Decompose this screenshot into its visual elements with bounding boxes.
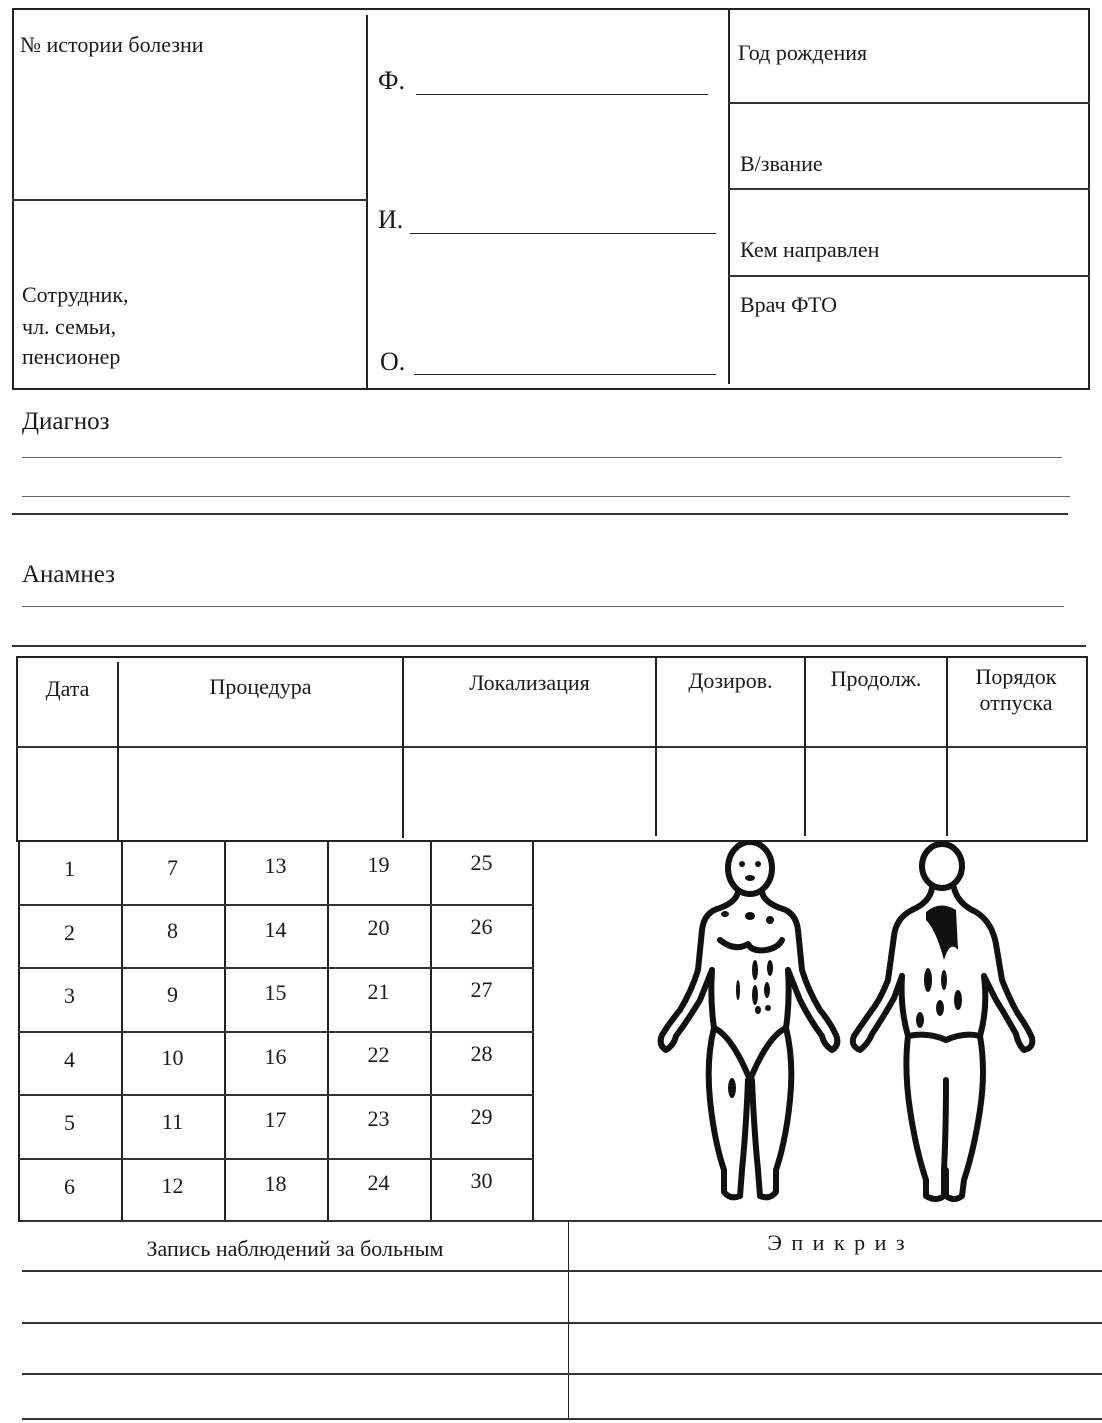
body-back-icon — [853, 844, 1032, 1199]
session-cell[interactable]: 4 — [64, 1046, 75, 1072]
rank-label: В/звание — [740, 151, 823, 176]
birth-year-label: Год рождения — [738, 40, 868, 65]
category-line-1: Сотрудник, — [22, 282, 129, 307]
column-header-procedure: Процедура — [209, 674, 312, 699]
session-cell[interactable]: 3 — [64, 983, 75, 1009]
surname-input[interactable] — [416, 94, 708, 95]
anamnesis-label: Анамнез — [22, 561, 116, 588]
session-cell[interactable]: 14 — [264, 916, 287, 942]
session-cell[interactable]: 21 — [367, 978, 390, 1004]
anamnesis-line-1[interactable] — [22, 606, 1064, 607]
session-cell[interactable]: 12 — [161, 1172, 184, 1198]
history-number-field[interactable] — [16, 70, 362, 195]
session-cell[interactable]: 10 — [161, 1045, 184, 1071]
header-right-split-3 — [728, 275, 1090, 277]
name-label: И. — [378, 205, 404, 234]
diagnosis-label: Диагноз — [22, 408, 110, 435]
header-left-split — [12, 199, 368, 201]
surname-label: Ф. — [378, 66, 406, 95]
referred-by-label: Кем направлен — [740, 237, 880, 262]
session-cell[interactable]: 13 — [264, 853, 287, 878]
footer-top-line — [22, 1220, 1102, 1222]
grid-row-divider — [18, 1158, 534, 1160]
session-cell[interactable]: 7 — [167, 854, 178, 880]
procedure-cell-dosage[interactable] — [658, 750, 802, 838]
footer-line[interactable] — [22, 1418, 1102, 1420]
observations-label: Запись наблюдений за больным — [146, 1236, 444, 1261]
diagnosis-line-2[interactable] — [22, 496, 1070, 497]
column-header-localization: Локализация — [469, 670, 590, 695]
session-cell[interactable]: 28 — [470, 1040, 493, 1066]
session-cell[interactable]: 29 — [470, 1104, 493, 1130]
session-cell[interactable]: 27 — [470, 977, 493, 1003]
body-front-icon — [661, 842, 838, 1197]
session-cell[interactable]: 15 — [264, 980, 287, 1006]
session-cell[interactable]: 5 — [64, 1110, 75, 1136]
session-cell[interactable]: 26 — [470, 913, 493, 939]
history-number-label: № истории болезни — [20, 32, 204, 57]
footer-line[interactable] — [22, 1322, 1102, 1324]
session-cell[interactable]: 18 — [264, 1171, 287, 1196]
column-header-date: Дата — [45, 676, 90, 701]
header-right-split-2 — [728, 188, 1090, 190]
session-cell[interactable]: 24 — [367, 1169, 390, 1195]
section-divider-1 — [12, 513, 1068, 515]
procedure-cell-duration[interactable] — [807, 750, 944, 838]
session-cell[interactable]: 2 — [64, 919, 75, 945]
column-header-dosage: Дозиров. — [688, 668, 773, 693]
session-cell[interactable]: 19 — [367, 851, 390, 877]
grid-row-divider — [18, 1031, 534, 1033]
session-cell[interactable]: 30 — [470, 1168, 493, 1193]
grid-row-divider — [18, 967, 534, 969]
procedure-cell-date[interactable] — [18, 750, 116, 838]
grid-row-divider — [18, 904, 534, 906]
patronymic-label: О. — [380, 347, 406, 376]
name-input[interactable] — [410, 233, 716, 234]
session-cell[interactable]: 6 — [64, 1174, 75, 1199]
section-divider-2 — [12, 645, 1086, 647]
column-header-duration: Продолж. — [830, 666, 922, 691]
footer-divider — [568, 1220, 569, 1420]
session-cell[interactable]: 11 — [161, 1108, 184, 1134]
procedure-cell-dispensing[interactable] — [949, 748, 1085, 836]
body-diagram — [640, 840, 1050, 1210]
session-cell[interactable]: 8 — [167, 918, 178, 944]
procedure-cell-procedure[interactable] — [120, 750, 400, 838]
column-header-dispensing-order: Порядок отпуска — [975, 664, 1057, 715]
procedures-header-divider — [16, 746, 1088, 748]
footer-line[interactable] — [22, 1373, 1102, 1375]
session-cell[interactable]: 23 — [367, 1105, 390, 1131]
footer-line[interactable] — [22, 1270, 1102, 1272]
header-right-split-1 — [728, 102, 1090, 104]
epicrisis-label: Э п и к р и з — [767, 1230, 907, 1255]
session-cell[interactable]: 17 — [264, 1107, 287, 1133]
diagnosis-line-1[interactable] — [22, 457, 1062, 458]
header-divider-1 — [366, 15, 368, 389]
session-cell[interactable]: 20 — [367, 915, 390, 941]
session-cell[interactable]: 1 — [64, 856, 75, 881]
category-line-2: чл. семьи, — [22, 314, 117, 339]
header-divider-2 — [728, 10, 730, 384]
session-cell[interactable]: 16 — [264, 1043, 287, 1069]
doctor-label: Врач ФТО — [740, 292, 837, 317]
category-line-3: пенсионер — [22, 344, 121, 369]
session-cell[interactable]: 22 — [367, 1042, 390, 1068]
patronymic-input[interactable] — [414, 374, 716, 375]
grid-row-divider — [18, 1094, 534, 1096]
session-cell[interactable]: 9 — [167, 981, 178, 1007]
procedure-cell-localization[interactable] — [405, 750, 653, 838]
session-cell[interactable]: 25 — [470, 850, 493, 875]
